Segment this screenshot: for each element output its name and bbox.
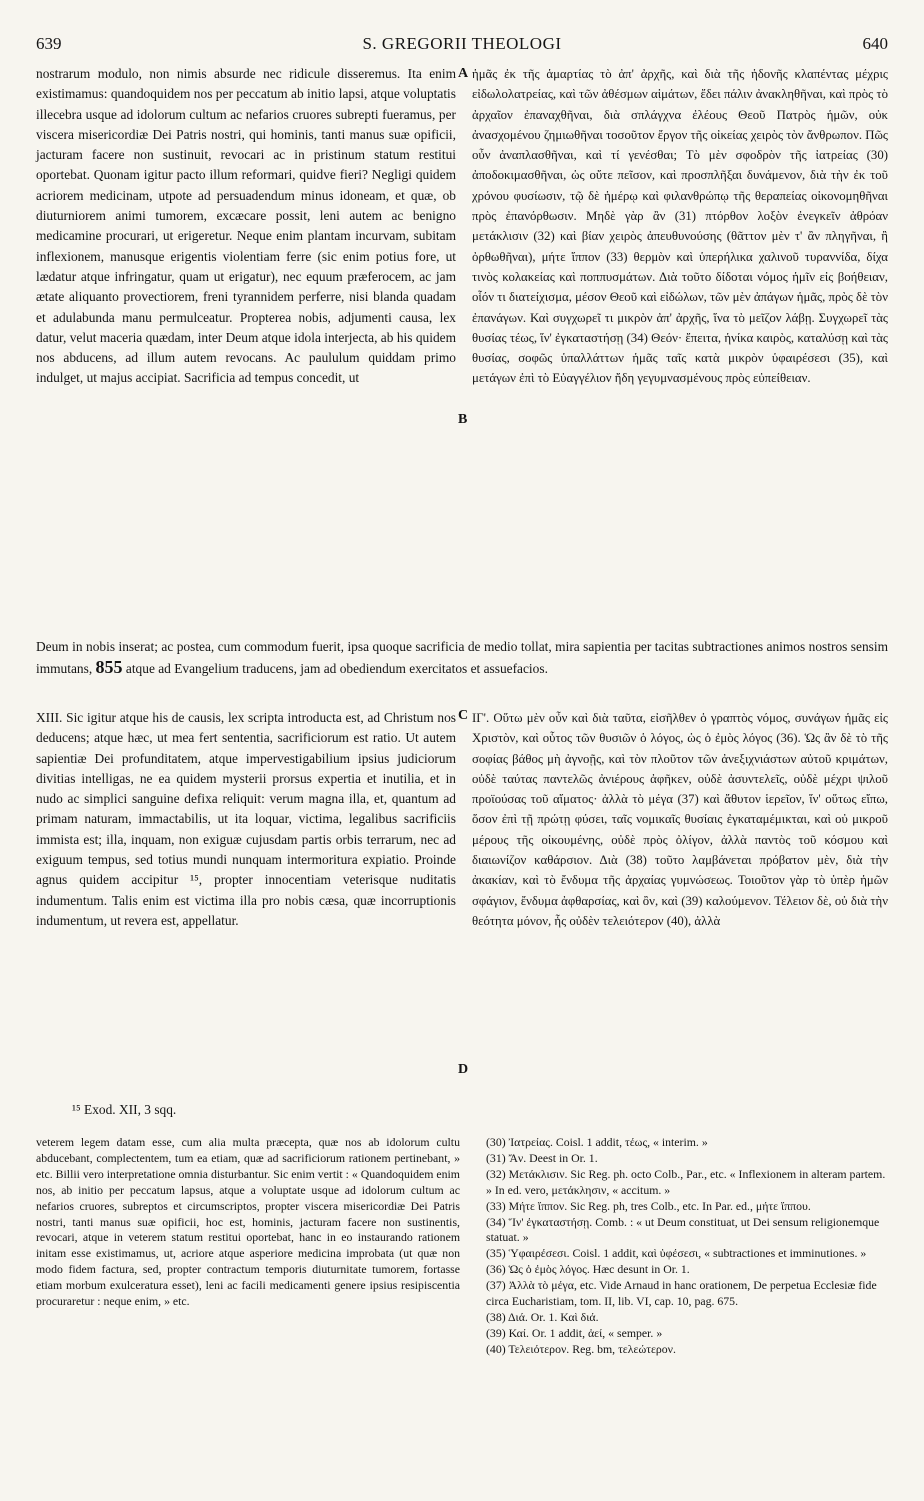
margin-mark-d: D	[458, 1062, 469, 1077]
notes-left-text: veterem legem datam esse, cum alia multa præcepta, quæ nos ab idolorum cultu abducebant, complectentem, tum ea etiam, quæ ad sacrificiorum rationem pertinebant, » etc. Billii vero interpretatione omnia disturbantur. Sic enim vertit : « Quandoquidem enim nos, ab initio per peccatum lapsus, atque a voluptate usque ad idolorum cultum ac nefarios cruores, subreptos et circumscriptos, propter viscera misericordiæ Dei Patris nostri, tanti manus suæ opificii, hoc est, hominis, jacturam facere non sustinentis, revocari, atque in veterem statum restitui oportebat, hanc in eo instaurando rationem initam esse existimamus, ut, acriore atque asperiore medicina improbata (ut quæ non modo fidem factura, sed, propter contractum temporis diuturnitate tumorem, fortasse etiam morbum exulceratura esset), leni ac facili medicamenti genere ipsius resipiscentia procuraretur : neque enim, » etc.	[36, 1135, 460, 1309]
note-item: (38) Διά. Or. 1. Καὶ διά.	[486, 1309, 599, 1324]
latin-text-2: XIII. Sic igitur atque his de causis, lex scripta introducta est, ad Christum nos deducens; atque hæc, ut mea fert sententia, sacrificiorum est ratio. Ut autem sapientiæ Dei profunditatem, atque impervestigabilium ipsius judiciorum divitias intelligas, ne ea quidem mysterii prorsus expertia et inutilia, et in nudo ac simplici sanguine defixa reliquit: verum magna illa, et, quantum ad primam naturam, immactabilis, ut ita loquar, victima, legalibus sacrificiis immista est; illa, inquam, non exiguæ cujusdam partis orbis terrarum, nec ad exiguum tempus, sed totius mundi nunquam intermoritura expiatio. Proinde agnus quidem accipitur ¹⁵, propter innocentiam veterisque nuditatis indumentum. Talis enim est victima illa pro nobis cæsa, quæ incorruptionis indumentum, ut revera est, appellatur.	[36, 710, 456, 928]
note-item: (34) Ἵν' ἐγκαταστήσῃ. Comb. : « ut Deum constituat, ut Dei sensum religionemque statuat. »	[486, 1214, 880, 1245]
note-item: (33) Μήτε ἵππον. Sic Reg. ph, tres Colb., etc. In Par. ed., μήτε ἵππου.	[486, 1198, 811, 1213]
note-item: (32) Μετάκλισιν. Sic Reg. ph. octo Colb., Par., etc. « Inflexionem in alteram partem. » In ed. vero, μετάκλησιν, « accitum. »	[486, 1166, 886, 1197]
latin-full-width	[36, 637, 888, 680]
latin-full-text-a: Deum in nobis inserat; ac postea, cum commodum fuerit, ipsa quoque sacrificia de medio tollat, mira sapientia per tacitas subtractiones animos nostros sensim immutans,	[36, 639, 888, 677]
scripture-footnote: ¹⁵ Exod. XII, 3 sqq.	[72, 1102, 177, 1117]
note-item: (30) Ἰατρείας. Coisl. 1 addit, τέως, « interim. »	[486, 1135, 708, 1149]
note-item: (35) Ὑφαιρέσεσι. Coisl. 1 addit, καὶ ὑφέσεσι, « subtractiones et imminutiones. »	[486, 1246, 867, 1261]
latin-column-top	[36, 64, 456, 389]
margin-mark-c: C	[458, 708, 469, 723]
greek-text-1: ἡμᾶς ἐκ τῆς ἁμαρτίας τὸ ἀπ' ἀρχῆς, καὶ διὰ τῆς ἡδονῆς κλαπέντας μέχρις εἰδωλολατρείας, καὶ τῶν ἀθέσμων αἱμάτων, ἔδει πάλιν ἀνακληθῆναι, καὶ πρὸς τὸ ἀρχαῖον ἐπαναχθῆναι, διὰ σπλάγχνα ἐλέους Θεοῦ Πατρὸς ἡμῶν, οὐκ ἀνασχομένου ζημιωθῆναι τοσοῦτον ἔργον τῆς οἰκείας χειρὸς τὸν ἄνθρωπον. Πῶς οὖν ἀναπλασθῆναι, καὶ τί γενέσθαι; Τὸ μὲν σφοδρὸν τῆς ἰατρείας (30) ἀποδοκιμασθῆναι, ὡς οὔτε πεῖσον, καὶ προσπλῆξαι δυνάμενον, διὰ τὴν ἐκ τοῦ χρόνου φυσίωσιν, τῷ δὲ ἡμέρῳ καὶ φιλανθρώπῳ τῆς θεραπείας οἰκονομηθῆναι πρὸς ἐπανόρθωσιν. Μηδὲ γὰρ ἂν (31) πτόρθον λοξὸν ἐνεγκεῖν ἀθρόαν μετάκλισιν (32) καὶ βίαν χειρὸς ἀπευθυνούσης (θᾶττον μὲν τ' ἂν πληγῆναι, ἢ ὀρθωθῆναι), μήτε ἵππον (33) θερμὸν καὶ ὑπερήλικα χαλινοῦ τυραννίδα, δίχα τινὸς κολακείας καὶ ποππυσμάτων. Διὰ τοῦτο δίδοται νόμος ἡμῖν εἰς βοήθειαν, οἷόν τι διατείχισμα, μέσον Θεοῦ καὶ εἰδώλων, τῶν μὲν ἀπάγων ἡμᾶς, πρὸς δὲ τὸν ἐπανάγων. Καὶ συγχωρεῖ τι μικρὸν ἀπ' ἀρχῆς, ἵνα τὸ μεῖζον λάβῃ. Συγχωρεῖ τὰς θυσίας τέως, ἵν' ἐγκαταστήσῃ (34) Θεόν· ἔπειτα, ἡνίκα καιρὸς, καταλύσῃ καὶ τὰς θυσίας, σοφῶς ὑπαλλάττων ἡμᾶς ταῖς κατὰ μικρὸν ὑφαιρέσεσι (35), καὶ μετάγων ἐπὶ τὸ Εὐαγγέλιον ἤδη γεγυμνασμένους πρὸς εὐπείθειαν.	[472, 67, 888, 386]
notes-left	[36, 1135, 460, 1310]
margin-mark-a: A	[458, 66, 469, 81]
margin-mark-b: B	[458, 412, 468, 427]
page-number-right: 640	[862, 34, 888, 53]
latin-text-1: nostrarum modulo, non nimis absurde nec ridicule disseremus. Ita enim existimamus: quandoquidem nos per peccatum ab initio lapsi, atque voluptatis illecebra usque ad idolorum cultum ac nefarios cruores subrepti fueramus, per viscera misericordiæ Dei Patris nostri, qui hominis, tanti manus suæ opificii, jacturam facere non sustinuit, revocari ac in pristinum statum restitui oportebat. Quonam igitur pacto illum reformari, quidve fieri? Negligi quidem acriorem medicinam, utpote ad persuadendum minus idoneam, et quæ, ob diuturniorem animi tumorem, excæcare possit, leni autem ac benigno medicamine procurari, ut erigeretur. Neque enim plantam incurvam, subitam inflexionem, manusque erigentis violentiam ferre (sic enim potius fore, ut lædatur atque infringatur, quam ut erigatur), nec equum præferocem, ac jam ætate aliquanto provectiorem, freni tyrannidem perferre, nisi blanda quadam et adulabunda manu permulceatur. Propterea nobis, adjumenti causa, lex datur, velut maceria quædam, inter Deum atque idola interjecta, ab his quidem nos abducens, ad illum autem revocans. Ac paululum quiddam primo indulget, ut majus accipiat. Sacrificia ad tempus concedit, ut	[36, 66, 456, 386]
greek-text-2: ΙΓ'. Οὕτω μὲν οὖν καὶ διὰ ταῦτα, εἰσῆλθεν ὁ γραπτὸς νόμος, συνάγων ἡμᾶς εἰς Χριστὸν, καὶ οὗτος τῶν θυσιῶν ὁ λόγος, ὡς ὁ ἐμὸς λόγος (36). Ὡς ἂν δὲ τὸ τῆς σοφίας βάθος μὴ ἀγνοῇς, καὶ τὸν πλοῦτον τῶν ἀνεξιχνιάστων αὐτοῦ κριμάτων, οὐδὲ ταύτας παντελῶς ἀνιέρους ἀφῆκεν, οὐδὲ ἀσυντελεῖς, οὐδὲ μέχρι ψιλοῦ προϊούσας τοῦ αἵματος· ἀλλὰ τὸ μέγα (37) καὶ ἄθυτον ἱερεῖον, ἵν' οὕτως εἴπω, ὅσον ἐπὶ τῇ πρώτῃ φύσει, ταῖς νομικαῖς θυσίαις ἐγκαταμέμικται, καὶ οὐ μικροῦ μέρους τῆς οἰκουμένης, οὐδὲ πρὸς ὀλίγον, ἀλλὰ παντὸς τοῦ κόσμου καὶ διαιωνίζον καθάρσιον. Διὰ (38) τοῦτο λαμβάνεται πρόβατον μὲν, διὰ τὴν ἀκακίαν, καὶ τὸ ἔνδυμα τῆς ἀρχαίας γυμνώσεως. Τοιοῦτον γὰρ τὸ ὑπὲρ ἡμῶν σφάγιον, ἔνδυμα ἀφθαρσίας, καὶ ὂν, καὶ (39) καλούμενον. Τέλειον δὲ, οὐ διὰ τὴν θεότητα μόνον, ἧς οὐδὲν τελειότερον (40), ἀλλὰ	[472, 711, 888, 928]
note-item: (39) Καί. Or. 1 addit, ἀεί, « semper. »	[486, 1325, 663, 1340]
greek-column-top	[472, 64, 888, 389]
latin-full-text-b: atque ad Evangelium traducens, jam ad obediendum exercitatos et assuefacios.	[125, 661, 548, 677]
note-item: (37) Ἀλλὰ τὸ μέγα, etc. Vide Arnaud in hanc orationem, De perpetua Ecclesiæ fide circa Eucharistiam, tom. II, lib. VI, cap. 10, pag. 675.	[486, 1278, 877, 1309]
page-header	[36, 34, 888, 56]
greek-column-bottom	[472, 708, 888, 931]
note-item: (40) Τελειότερον. Reg. bm, τελεώτερον.	[486, 1341, 676, 1356]
page-number-left: 639	[36, 34, 62, 53]
note-item: (36) Ὡς ὁ ἐμὸς λόγος. Hæc desunt in Or. 1.	[486, 1262, 690, 1277]
notes-right	[486, 1135, 888, 1358]
latin-column-bottom	[36, 708, 456, 931]
running-title: S. GREGORII THEOLOGI	[362, 34, 562, 53]
column-number: 855	[95, 657, 123, 678]
note-item: (31) Ἄν. Deest in Or. 1.	[486, 1150, 598, 1165]
